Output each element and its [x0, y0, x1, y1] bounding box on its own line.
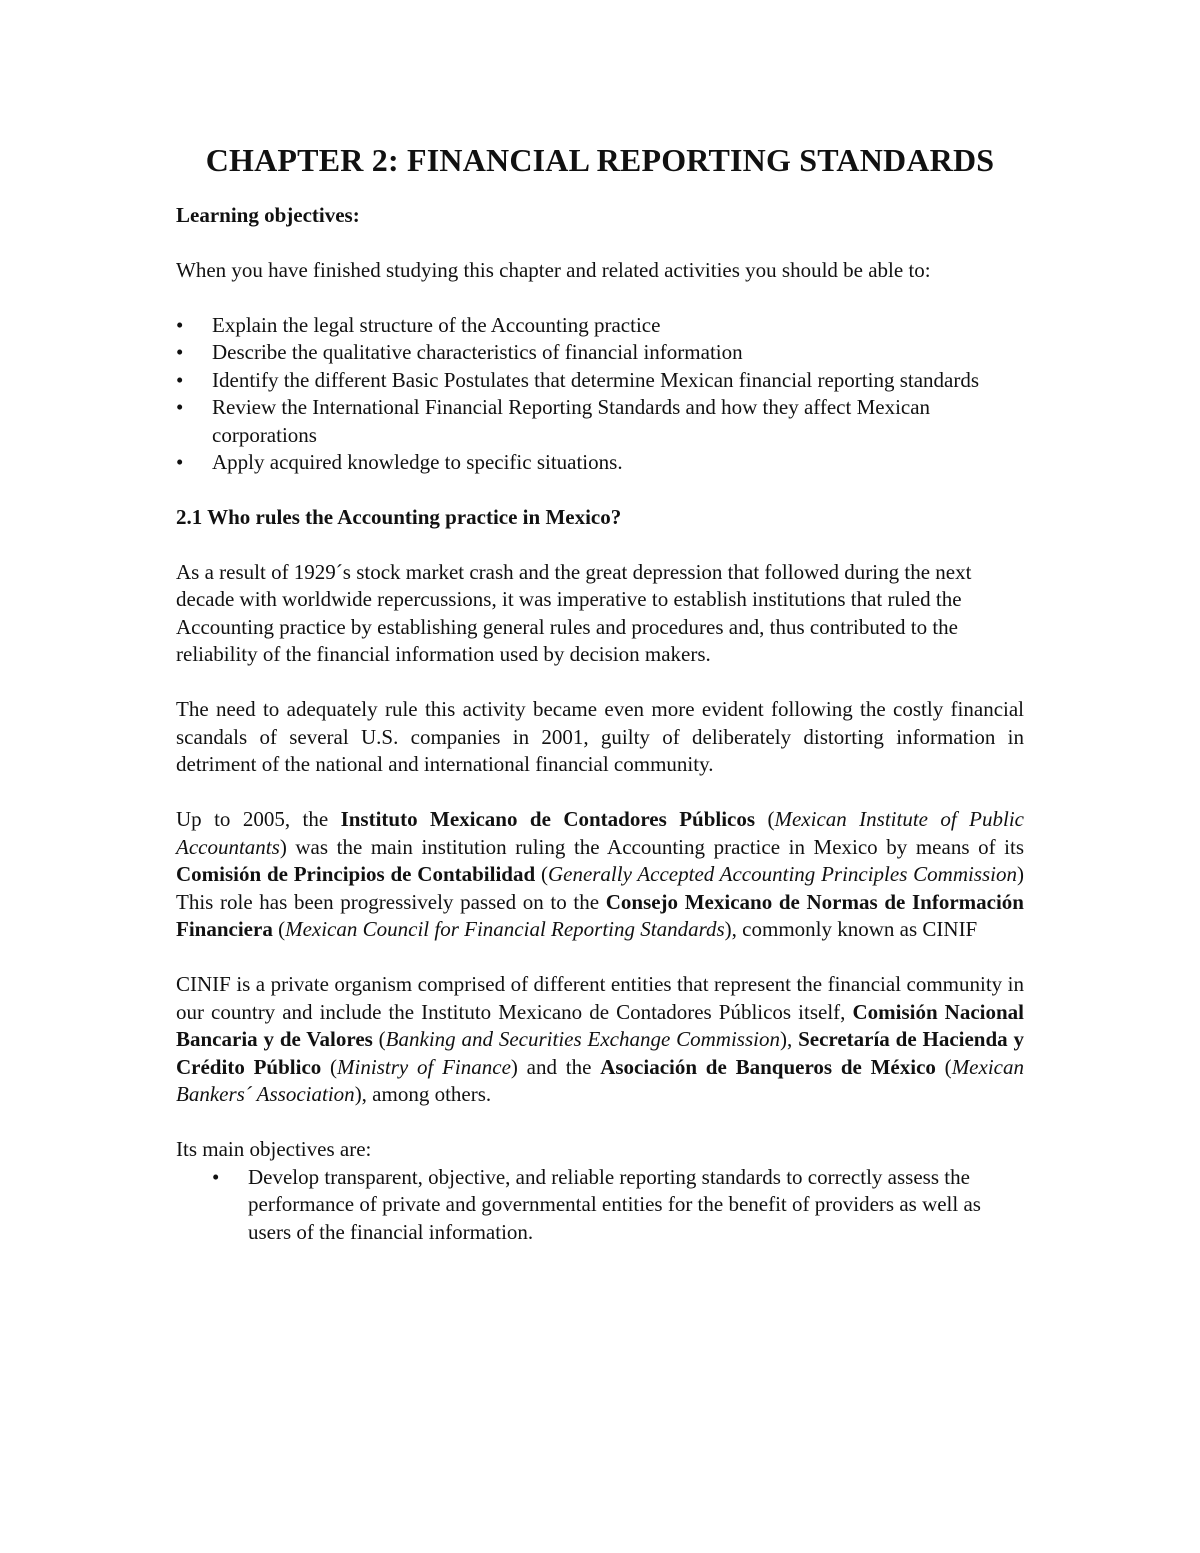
list-item: [176, 312, 1024, 340]
text-run: (: [272, 917, 286, 941]
paragraph-scandals: The need to adequately rule this activity became even more evident following the costly financial scandals of several U.S. companies in 2001, guilty of deliberately distorting information in detriment of the national and international financial community.: [176, 697, 1024, 776]
institution-name: Secretaría de Hacienda y Crédito Público: [176, 1027, 1025, 1079]
text-run: (: [755, 807, 775, 831]
list-item: [212, 1164, 1024, 1247]
list-item-text: Explain the legal structure of the Accounting practice: [212, 312, 661, 337]
intro-paragraph: When you have finished studying this chapter and related activities you should be able to:: [176, 257, 931, 282]
text-run: (: [535, 862, 548, 886]
list-item-text: Apply acquired knowledge to specific situations.: [212, 450, 623, 474]
list-item-text: Develop transparent, objective, and reliable reporting standards to correctly assess the performance of private and governmental entities for the benefit of providers as well as users of the financial information.: [248, 1164, 981, 1244]
institution-translation: Generally Accepted Accounting Principles Commission: [547, 862, 1018, 886]
paragraph-cinif: [176, 971, 1024, 1109]
institution-name: Comisión Nacional Bancaria y de Valores: [176, 999, 1025, 1051]
learning-objectives-list: [176, 312, 1024, 477]
bullet-icon: •: [176, 450, 184, 474]
institution-translation: Ministry of Finance: [337, 1054, 511, 1079]
institution-translation: Mexican Council for Financial Reporting Standards: [285, 917, 725, 941]
institution-translation: Mexican Institute of Public Accountants: [176, 807, 1024, 859]
institution-name: Comisión de Principios de Contabilidad: [176, 862, 536, 886]
text-run: CINIF is a private organism comprised of different entities that represent the financial community in our country and include the Instituto Mexicano de Contadores Públicos itself,: [176, 972, 1024, 1024]
text-run: ) was the main institution ruling the Accounting practice in Mexico by means of its: [279, 834, 1024, 859]
list-item-text: Review the International Financial Reporting Standards and how they affect Mexican corporations: [212, 395, 931, 447]
bullet-icon: •: [176, 395, 184, 419]
bullet-icon: •: [212, 1164, 220, 1189]
institution-name: Asociación de Banqueros de México: [600, 1054, 936, 1079]
institution-name: Consejo Mexicano de Normas de Información Financiera: [176, 889, 1024, 941]
bullet-icon: •: [176, 340, 184, 364]
document-page: [176, 140, 1024, 1246]
text-run: (: [321, 1054, 338, 1079]
bullet-icon: •: [176, 312, 184, 337]
main-objectives-list: [176, 1164, 1024, 1247]
list-item-text: Identify the different Basic Postulates that determine Mexican financial reporting standards: [212, 367, 980, 392]
text-run: ), commonly known as CINIF: [724, 917, 978, 941]
objectives-intro: Its main objectives are:: [176, 1137, 372, 1161]
text-run: (: [372, 1027, 386, 1051]
institution-name: Instituto Mexicano de Contadores Públicos: [340, 807, 756, 831]
text-run: Up to 2005, the: [176, 807, 341, 831]
list-item: [176, 339, 1024, 367]
text-run: (: [935, 1054, 952, 1079]
paragraph-history: As a result of 1929´s stock market crash and the great depression that followed during the next decade with worldwide repercussions, it was imperative to establish institutions that ruled the Accounting practice by establishing general rules and procedures and, thus contributed to the reliability of the financial information used by decision makers.: [176, 559, 972, 666]
chapter-title: CHAPTER 2: FINANCIAL REPORTING STANDARDS: [205, 142, 995, 178]
text-run: ) and the: [510, 1054, 601, 1079]
list-item: [176, 394, 1024, 449]
list-item-text: Describe the qualitative characteristics of financial information: [212, 340, 743, 364]
list-item: [176, 367, 1024, 395]
learning-objectives-heading: Learning objectives:: [176, 203, 360, 227]
paragraph-imcp: [176, 806, 1024, 944]
bullet-icon: •: [176, 367, 184, 392]
text-run: ),: [779, 1027, 799, 1051]
text-run: ) This role has been progressively passed on to the: [176, 862, 1025, 914]
institution-translation: Banking and Securities Exchange Commission: [385, 1027, 780, 1051]
institution-translation: Mexican Bankers´ Association: [176, 1054, 1024, 1106]
list-item: [176, 449, 1024, 477]
section-heading: 2.1 Who rules the Accounting practice in Mexico?: [176, 505, 622, 529]
text-run: ), among others.: [354, 1082, 492, 1106]
